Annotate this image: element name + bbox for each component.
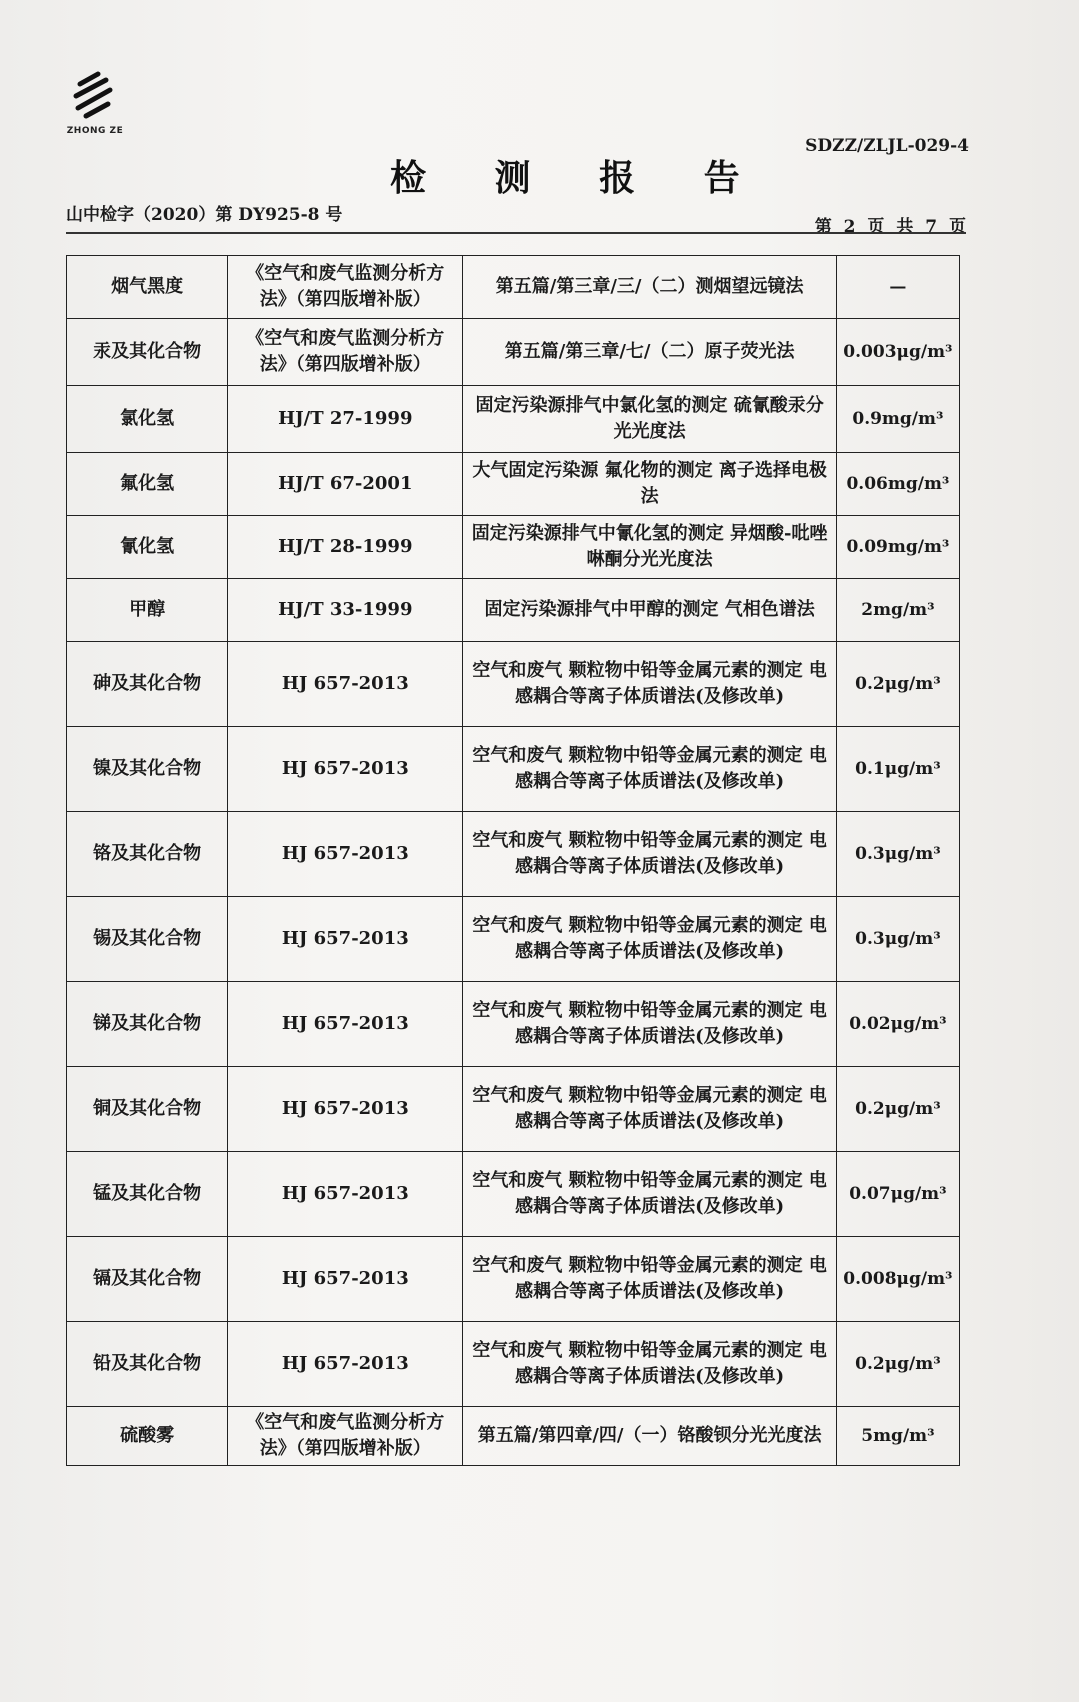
limit-cell: 0.07μg/m³ bbox=[836, 1152, 959, 1237]
limit-cell: 0.2μg/m³ bbox=[836, 642, 959, 727]
table-row bbox=[67, 319, 960, 386]
method-cell: 空气和废气 颗粒物中铅等金属元素的测定 电感耦合等离子体质谱法(及修改单) bbox=[463, 727, 836, 812]
limit-cell: 0.2μg/m³ bbox=[836, 1322, 959, 1407]
standard-cell: HJ 657-2013 bbox=[228, 1237, 463, 1322]
limit-cell: 0.1μg/m³ bbox=[836, 727, 959, 812]
method-cell: 大气固定污染源 氟化物的测定 离子选择电极法 bbox=[463, 453, 836, 516]
standard-cell: HJ 657-2013 bbox=[228, 727, 463, 812]
method-cell: 第五篇/第三章/七/（二）原子荧光法 bbox=[463, 319, 836, 386]
table-row bbox=[67, 516, 960, 579]
limit-cell: — bbox=[836, 256, 959, 319]
limit-cell: 0.09mg/m³ bbox=[836, 516, 959, 579]
standard-cell: HJ/T 28-1999 bbox=[228, 516, 463, 579]
method-cell: 空气和废气 颗粒物中铅等金属元素的测定 电感耦合等离子体质谱法(及修改单) bbox=[463, 642, 836, 727]
standard-cell: HJ 657-2013 bbox=[228, 1322, 463, 1407]
item-cell: 镍及其化合物 bbox=[67, 727, 228, 812]
method-cell: 固定污染源排气中甲醇的测定 气相色谱法 bbox=[463, 579, 836, 642]
item-cell: 砷及其化合物 bbox=[67, 642, 228, 727]
table-row bbox=[67, 256, 960, 319]
method-cell: 空气和废气 颗粒物中铅等金属元素的测定 电感耦合等离子体质谱法(及修改单) bbox=[463, 982, 836, 1067]
table-row bbox=[67, 1067, 960, 1152]
detection-methods-table bbox=[66, 255, 960, 1466]
logo-text: ZHONG ZE bbox=[66, 126, 124, 136]
table-row bbox=[67, 1152, 960, 1237]
standard-cell: HJ 657-2013 bbox=[228, 1152, 463, 1237]
standard-cell: HJ 657-2013 bbox=[228, 1067, 463, 1152]
company-logo bbox=[60, 70, 130, 140]
method-cell: 空气和废气 颗粒物中铅等金属元素的测定 电感耦合等离子体质谱法(及修改单) bbox=[463, 1322, 836, 1407]
item-cell: 锡及其化合物 bbox=[67, 897, 228, 982]
method-cell: 空气和废气 颗粒物中铅等金属元素的测定 电感耦合等离子体质谱法(及修改单) bbox=[463, 812, 836, 897]
limit-cell: 5mg/m³ bbox=[836, 1407, 959, 1466]
method-cell: 空气和废气 颗粒物中铅等金属元素的测定 电感耦合等离子体质谱法(及修改单) bbox=[463, 1237, 836, 1322]
standard-cell: 《空气和废气监测分析方法》（第四版增补版） bbox=[228, 319, 463, 386]
item-cell: 氯化氢 bbox=[67, 386, 228, 453]
method-cell: 第五篇/第四章/四/（一）铬酸钡分光光度法 bbox=[463, 1407, 836, 1466]
table-row bbox=[67, 579, 960, 642]
table-row bbox=[67, 386, 960, 453]
item-cell: 镉及其化合物 bbox=[67, 1237, 228, 1322]
table-row bbox=[67, 897, 960, 982]
method-cell: 空气和废气 颗粒物中铅等金属元素的测定 电感耦合等离子体质谱法(及修改单) bbox=[463, 1067, 836, 1152]
table-row bbox=[67, 453, 960, 516]
item-cell: 锰及其化合物 bbox=[67, 1152, 228, 1237]
limit-cell: 0.3μg/m³ bbox=[836, 812, 959, 897]
method-cell: 空气和废气 颗粒物中铅等金属元素的测定 电感耦合等离子体质谱法(及修改单) bbox=[463, 897, 836, 982]
limit-cell: 0.02μg/m³ bbox=[836, 982, 959, 1067]
limit-cell: 0.003μg/m³ bbox=[836, 319, 959, 386]
standard-cell: HJ 657-2013 bbox=[228, 812, 463, 897]
item-cell: 硫酸雾 bbox=[67, 1407, 228, 1466]
limit-cell: 0.3μg/m³ bbox=[836, 897, 959, 982]
limit-cell: 2mg/m³ bbox=[836, 579, 959, 642]
standard-cell: HJ/T 67-2001 bbox=[228, 453, 463, 516]
table-row bbox=[67, 727, 960, 812]
standard-cell: HJ 657-2013 bbox=[228, 897, 463, 982]
standard-cell: HJ 657-2013 bbox=[228, 982, 463, 1067]
item-cell: 氟化氢 bbox=[67, 453, 228, 516]
standard-cell: 《空气和废气监测分析方法》（第四版增补版） bbox=[228, 256, 463, 319]
limit-cell: 0.008μg/m³ bbox=[836, 1237, 959, 1322]
zhongze-logo-icon bbox=[68, 70, 120, 122]
standard-cell: 《空气和废气监测分析方法》（第四版增补版） bbox=[228, 1407, 463, 1466]
page-indicator: 第 2 页 共 7 页 bbox=[814, 217, 966, 237]
item-cell: 铜及其化合物 bbox=[67, 1067, 228, 1152]
table-row bbox=[67, 642, 960, 727]
table-row bbox=[67, 812, 960, 897]
table-row bbox=[67, 1322, 960, 1407]
standard-cell: HJ 657-2013 bbox=[228, 642, 463, 727]
method-cell: 空气和废气 颗粒物中铅等金属元素的测定 电感耦合等离子体质谱法(及修改单) bbox=[463, 1152, 836, 1237]
method-cell: 固定污染源排气中氰化氢的测定 异烟酸-吡唑啉酮分光光度法 bbox=[463, 516, 836, 579]
limit-cell: 0.2μg/m³ bbox=[836, 1067, 959, 1152]
item-cell: 锑及其化合物 bbox=[67, 982, 228, 1067]
item-cell: 铅及其化合物 bbox=[67, 1322, 228, 1407]
method-cell: 第五篇/第三章/三/（二）测烟望远镜法 bbox=[463, 256, 836, 319]
page-title: 检 测 报 告 bbox=[390, 157, 768, 199]
header-divider bbox=[66, 232, 966, 234]
item-cell: 甲醇 bbox=[67, 579, 228, 642]
method-cell: 固定污染源排气中氯化氢的测定 硫氰酸汞分光光度法 bbox=[463, 386, 836, 453]
report-number: 山中检字（2020）第 DY925-8 号 bbox=[66, 205, 343, 225]
item-cell: 烟气黑度 bbox=[67, 256, 228, 319]
limit-cell: 0.9mg/m³ bbox=[836, 386, 959, 453]
standard-cell: HJ/T 27-1999 bbox=[228, 386, 463, 453]
table-row bbox=[67, 1407, 960, 1466]
limit-cell: 0.06mg/m³ bbox=[836, 453, 959, 516]
table-row bbox=[67, 982, 960, 1067]
item-cell: 铬及其化合物 bbox=[67, 812, 228, 897]
table-row bbox=[67, 1237, 960, 1322]
standard-cell: HJ/T 33-1999 bbox=[228, 579, 463, 642]
item-cell: 汞及其化合物 bbox=[67, 319, 228, 386]
item-cell: 氰化氢 bbox=[67, 516, 228, 579]
document-code: SDZZ/ZLJL-029-4 bbox=[805, 136, 969, 156]
